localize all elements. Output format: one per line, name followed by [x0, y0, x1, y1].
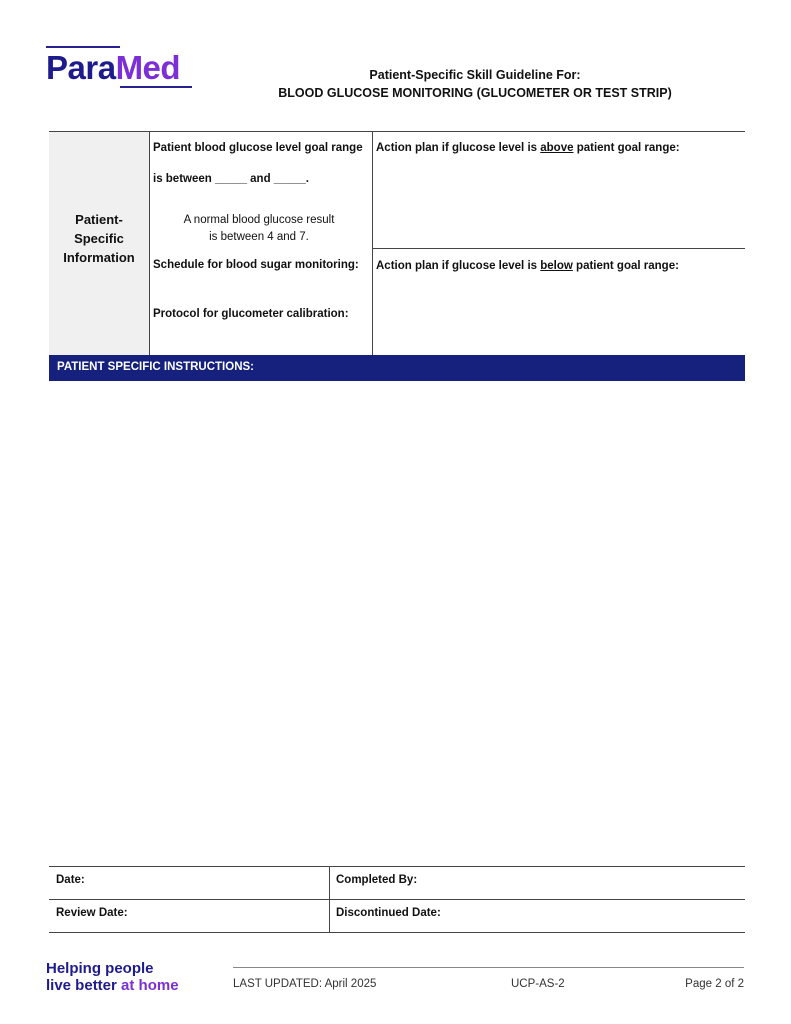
footer-table-middle: [49, 899, 745, 900]
footer-table-divider: [329, 866, 330, 933]
tagline: Helping people live better at home: [46, 960, 179, 994]
page-number: Page 2 of 2: [685, 978, 744, 990]
paramed-logo: [46, 46, 196, 92]
logo-top-bar: [46, 46, 120, 48]
protocol-label: Protocol for glucometer calibration:: [153, 308, 349, 320]
table-divider-2: [372, 131, 373, 355]
instructions-header: PATIENT SPECIFIC INSTRUCTIONS:: [57, 361, 254, 373]
instructions-area[interactable]: [49, 381, 745, 861]
row-label: Patient- Specific Information: [63, 212, 135, 265]
footer-table-bottom: [49, 932, 745, 933]
document-title: [250, 66, 700, 102]
last-updated: LAST UPDATED: April 2025: [233, 978, 377, 990]
document-code: UCP-AS-2: [511, 978, 565, 990]
normal-range-note: A normal blood glucose result is between 4 and 7.: [183, 214, 335, 243]
title-line-2: BLOOD GLUCOSE MONITORING (GLUCOMETER OR TEST STRIP): [278, 86, 672, 100]
action-plan-above-label: Action plan if glucose level is above patient goal range:: [376, 142, 680, 154]
discontinued-date-field[interactable]: Discontinued Date:: [336, 907, 441, 919]
completed-by-field[interactable]: Completed By:: [336, 874, 418, 886]
table-divider-1: [149, 131, 150, 355]
action-plan-below-label: Action plan if glucose level is below patient goal range:: [376, 260, 679, 272]
logo-wordmark: ParaMed: [46, 49, 181, 86]
date-field[interactable]: Date:: [56, 874, 85, 886]
goal-range-field[interactable]: is between _____ and _____.: [153, 173, 309, 185]
schedule-label: Schedule for blood sugar monitoring:: [153, 259, 359, 271]
footer-table-top: [49, 866, 745, 867]
review-date-field[interactable]: Review Date:: [56, 907, 128, 919]
action-plan-divider: [372, 248, 745, 249]
table-top-border: [49, 131, 745, 132]
title-line-1: Patient-Specific Skill Guideline For:: [369, 68, 581, 82]
footer-rule: [233, 967, 744, 968]
logo-bottom-bar: [120, 86, 192, 88]
goal-range-label: Patient blood glucose level goal range: [153, 142, 363, 154]
